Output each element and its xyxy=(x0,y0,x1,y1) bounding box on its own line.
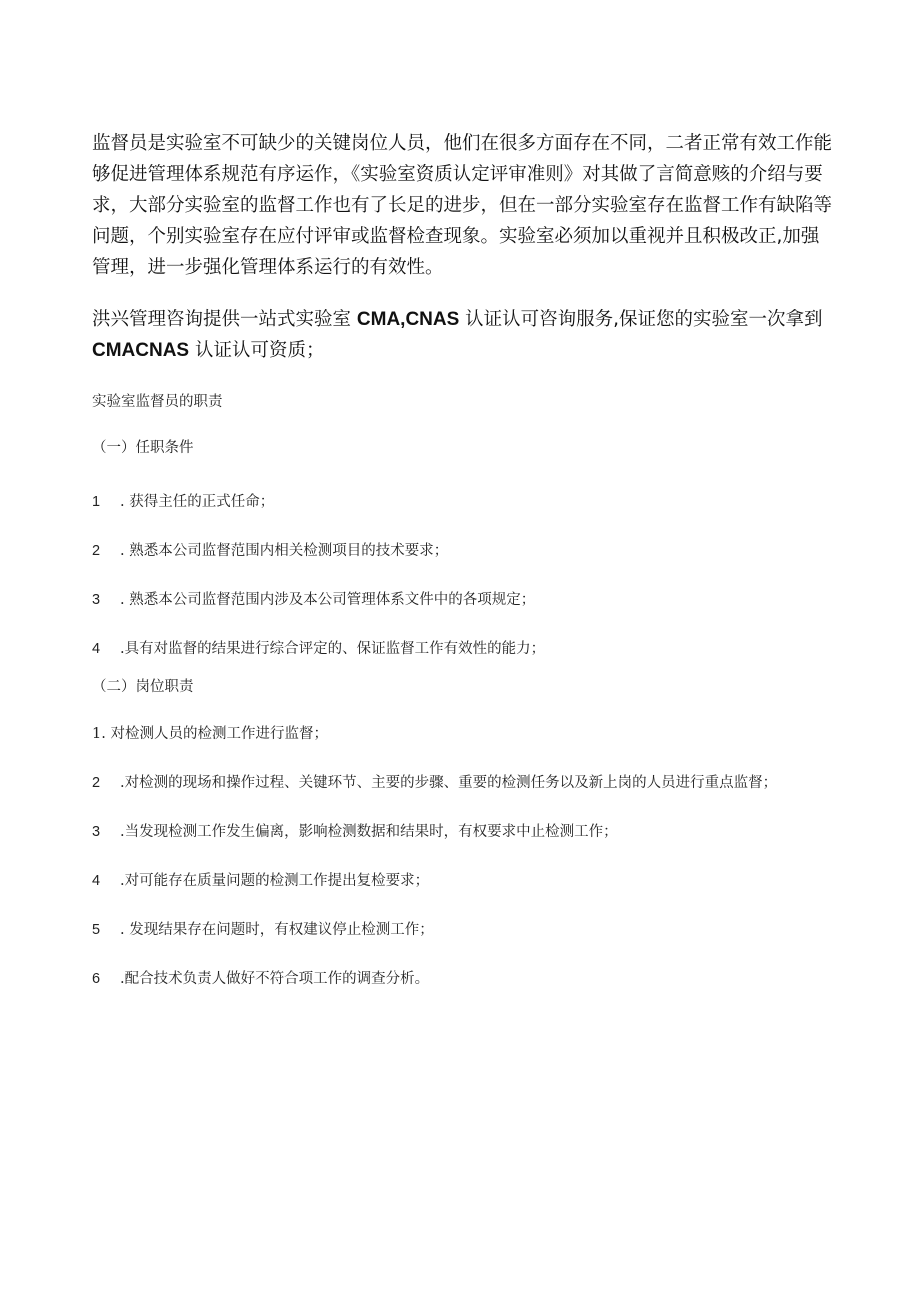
duties-item xyxy=(92,920,434,940)
item-number: 6 xyxy=(92,971,101,987)
item-number: 3 xyxy=(92,824,101,840)
qualification-item xyxy=(92,590,535,610)
item-number: 4 xyxy=(92,873,101,889)
promo-text-a: 洪兴管理咨询提供一站式实验室 xyxy=(92,309,357,330)
item-number: 2 xyxy=(92,775,101,791)
promo-text-e: 认证认可资质； xyxy=(189,340,325,361)
item-number: 1 xyxy=(92,494,101,510)
promo-cert-names-2: CMACNAS xyxy=(92,340,190,361)
item-text: .具有对监督的结果进行综合评定的、保证监督工作有效性的能力； xyxy=(120,641,546,657)
duties-item xyxy=(92,822,618,842)
item-text: .对检测的现场和操作过程、关键环节、主要的步骤、重要的检测任务以及新上岗的人员进行重点监督； xyxy=(120,775,778,791)
item-number: 5 xyxy=(92,922,101,938)
promo-text-c: 认证认可咨询服务,保证您的实验室一次拿到 xyxy=(459,309,823,330)
item-number: 3 xyxy=(92,592,101,608)
item-text: .对可能存在质量问题的检测工作提出复检要求； xyxy=(120,873,430,889)
duties-heading: （二）岗位职责 xyxy=(92,679,194,695)
item-text: . 获得主任的正式任命； xyxy=(120,494,275,510)
qualification-item xyxy=(92,639,545,659)
qualification-item xyxy=(92,492,274,512)
item-text: . 发现结果存在问题时，有权建议停止检测工作； xyxy=(120,922,434,938)
item-text: .配合技术负责人做好不符合项工作的调查分析。 xyxy=(120,971,430,987)
item-text: .当发现检测工作发生偏离，影响检测数据和结果时，有权要求中止检测工作； xyxy=(120,824,618,840)
qualification-heading: （一）任职条件 xyxy=(92,440,194,456)
intro-paragraph: 监督员是实验室不可缺少的关键岗位人员，他们在很多方面存在不同，二者正常有效工作能够促进管理体系规范有序运作，《实验室资质认定评审准则》对其做了言简意赅的介绍与要求，大部分实验室的监督工作也有了长足的进步，但在一部分实验室存在监督工作有缺陷等问题，个别实验室存在应付评审或监督检查现象。实验室必须加以重视并且积极改正,加强管理，进一步强化管理体系运行的有效性。 xyxy=(92,133,833,278)
item-text: . 熟悉本公司监督范围内相关检测项目的技术要求； xyxy=(120,543,449,559)
promo-cert-names: CMA,CNAS xyxy=(356,309,460,330)
duties-item xyxy=(92,871,429,891)
section-title: 实验室监督员的职责 xyxy=(92,394,223,410)
item-number: 4 xyxy=(92,641,101,657)
duties-item xyxy=(92,773,777,793)
duties-item: 1. 对检测人员的检测工作进行监督； xyxy=(92,726,328,742)
promo-paragraph xyxy=(92,304,834,366)
duties-item xyxy=(92,969,429,989)
item-number: 2 xyxy=(92,543,101,559)
qualification-item xyxy=(92,541,448,561)
item-text: . 熟悉本公司监督范围内涉及本公司管理体系文件中的各项规定； xyxy=(120,592,536,608)
